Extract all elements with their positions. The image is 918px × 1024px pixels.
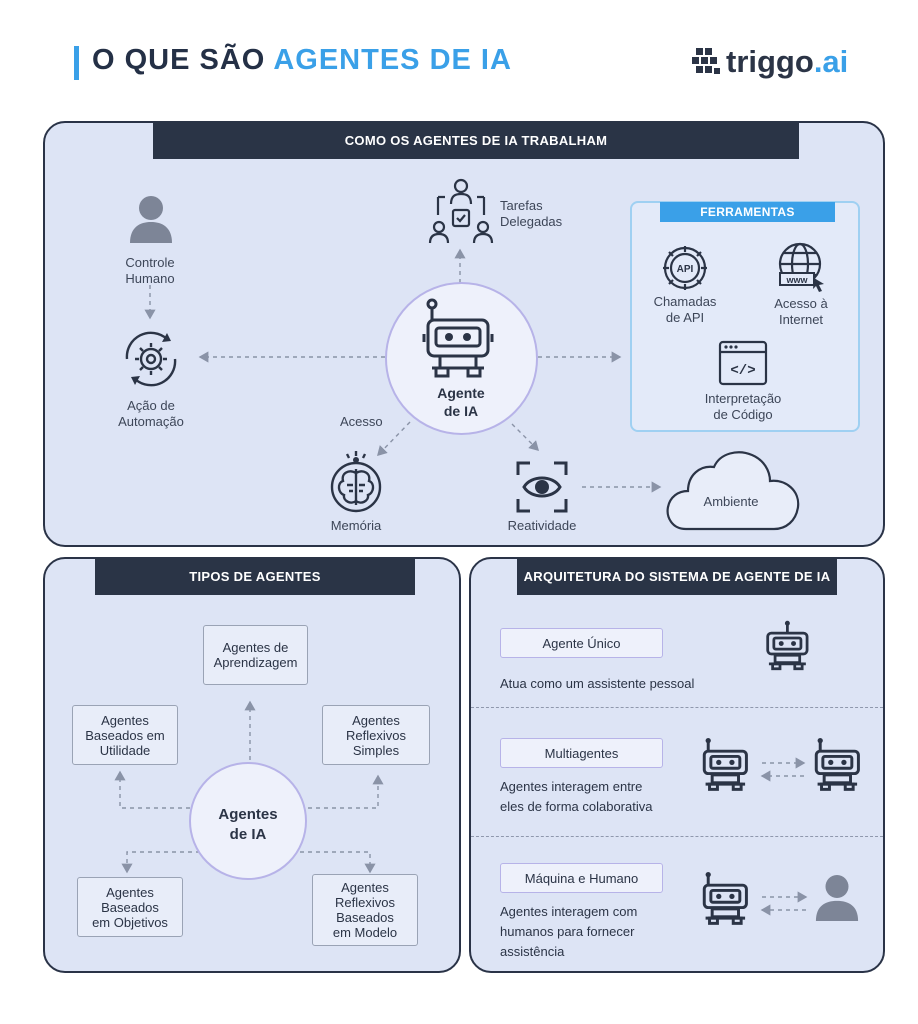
model-based-reflex-agents-box: Agentes Reflexivos Baseados em Modelo bbox=[312, 874, 418, 946]
delegation-icon bbox=[428, 177, 494, 245]
code-icon-text: </> bbox=[730, 363, 756, 379]
human-machine-description: Agentes interagem com humanos para fornecer assistência bbox=[500, 904, 638, 959]
person-icon bbox=[814, 872, 860, 924]
multi-agent-label: Multiagentes bbox=[500, 738, 663, 768]
agent-types-heading: TIPOS DE AGENTES bbox=[95, 557, 415, 595]
single-agent-label: Agente Único bbox=[500, 628, 663, 658]
ai-agents-types-hub-label: Agentes de IA bbox=[218, 806, 278, 843]
brand-logo bbox=[690, 44, 848, 80]
robot-icon bbox=[422, 298, 500, 380]
api-gear-icon bbox=[660, 243, 710, 293]
human-control-label: Controle Humano bbox=[125, 255, 175, 286]
logo-wordmark bbox=[726, 44, 848, 80]
environment-label: Ambiente bbox=[703, 494, 759, 509]
reactivity-label: Reatividade bbox=[507, 518, 577, 533]
api-icon-text: API bbox=[676, 264, 694, 275]
code-interpretation-label: Interpretação de Código bbox=[704, 391, 782, 422]
multi-agent-description: Agentes interagem entre eles de forma colaborativa bbox=[500, 779, 653, 814]
goal-based-agents-box: Agentes Baseados em Objetivos bbox=[77, 877, 183, 937]
person-icon bbox=[127, 193, 175, 245]
delegated-tasks-label: Tarefas Delegadas bbox=[500, 198, 563, 229]
robot-icon bbox=[700, 872, 752, 926]
robot-icon bbox=[700, 738, 752, 792]
title-highlight: AGENTES DE IA bbox=[273, 44, 512, 76]
code-window-icon bbox=[718, 340, 768, 386]
eye-scan-icon bbox=[516, 461, 568, 513]
architecture-separator bbox=[471, 836, 883, 837]
ai-agent-hub-label: Agente de IA bbox=[437, 385, 485, 419]
api-calls-label: Chamadas de API bbox=[653, 294, 717, 325]
gear-cycle-icon bbox=[117, 325, 185, 393]
simple-reflex-agents-box: Agentes Reflexivos Simples bbox=[322, 705, 430, 765]
tools-heading: FERRAMENTAS bbox=[660, 202, 835, 222]
access-label: Acesso bbox=[340, 414, 383, 429]
www-icon-text: www bbox=[786, 275, 808, 285]
page-title bbox=[92, 44, 512, 77]
architecture-separator bbox=[471, 707, 883, 708]
automation-action-label: Ação de Automação bbox=[118, 398, 184, 429]
single-agent-description: Atua como um assistente pessoal bbox=[500, 676, 695, 691]
logo-main-text: triggo bbox=[726, 44, 814, 79]
cloud-icon bbox=[664, 447, 804, 533]
globe-www-icon bbox=[776, 240, 828, 294]
how-agents-work-heading: COMO OS AGENTES DE IA TRABALHAM bbox=[153, 121, 799, 159]
robot-icon bbox=[764, 620, 812, 672]
learning-agents-box: Agentes de Aprendizagem bbox=[203, 625, 308, 685]
architecture-heading: ARQUITETURA DO SISTEMA DE AGENTE DE IA bbox=[517, 557, 837, 595]
human-machine-label: Máquina e Humano bbox=[500, 863, 663, 893]
cube-logo-icon bbox=[690, 46, 722, 78]
utility-agents-box: Agentes Baseados em Utilidade bbox=[72, 705, 178, 765]
title-accent-bar bbox=[74, 46, 79, 80]
internet-access-label: Acesso à Internet bbox=[774, 296, 828, 327]
title-prefix: O QUE SÃO bbox=[92, 44, 266, 76]
robot-icon bbox=[812, 738, 864, 792]
memory-label: Memória bbox=[330, 518, 382, 533]
brain-icon bbox=[329, 449, 383, 513]
logo-suffix-text: .ai bbox=[813, 44, 849, 79]
